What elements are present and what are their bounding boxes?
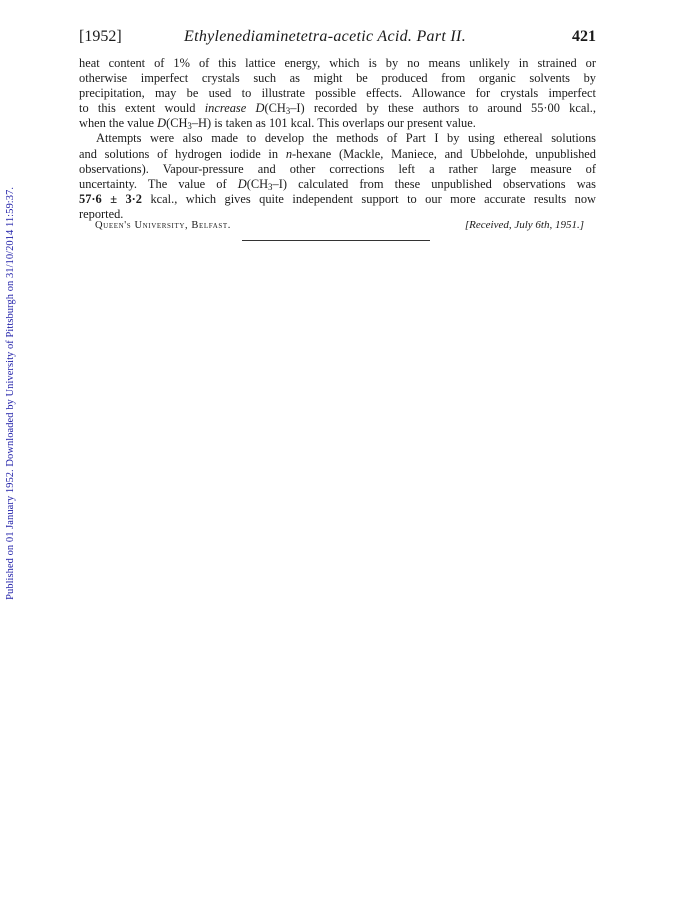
paragraph-2 [79,131,596,222]
header-year: [1952] [79,28,122,45]
text-line: when the value $D(CH_3-H)$ is taken as 101 kcal. This overlaps our present value. [79,116,476,132]
text-line: reported. [79,206,124,221]
article-body [79,56,596,222]
text-line: 57·6 ± 3·2 kcal., which gives quite independent support to our more accurate results now [79,191,596,206]
text-line: otherwise imperfect crystals such as might be produced from organic solvents by [79,71,596,86]
header-title: Ethylenediaminetetra-acetic Acid. Part II. [184,28,466,45]
download-notice [2,160,18,600]
text-line: precipitation, may be used to illustrate possible effects. Allowance for crystals imperfect [79,86,596,101]
end-rule [242,240,430,241]
text-line: and solutions of hydrogen iodide in n-hexane (Mackle, Maniece, and Ubbelohde, unpublished [79,146,596,161]
page-number: 421 [572,28,596,45]
text-line: uncertainty. The value of $D(CH_3-I)$ calculated from these unpublished observations was [79,176,596,192]
affiliation-text: Queen's University, Belfast. [95,220,232,231]
text-line: Attempts were also made to develop the methods of Part I by using ethereal solutions [96,131,596,146]
received-date [465,219,584,231]
download-notice-text: Published on 01 January 1952. Downloaded by University of Pittsburgh on 31/10/2014 11:59:37. [4,187,16,600]
received-text: [Received, July 6th, 1951.] [464,219,584,231]
page-header [79,28,596,48]
paragraph-1 [79,56,596,131]
text-line: to this extent would increase $D(CH_3-I)$ recorded by these authors to around 55·00 kcal., [79,101,596,117]
text-line: heat content of 1% of this lattice energy, which is by no means unlikely in strained or [79,56,596,70]
affiliation [95,220,231,231]
text-line: observations). Vapour-pressure and other corrections left a rather large measure of [79,161,596,176]
